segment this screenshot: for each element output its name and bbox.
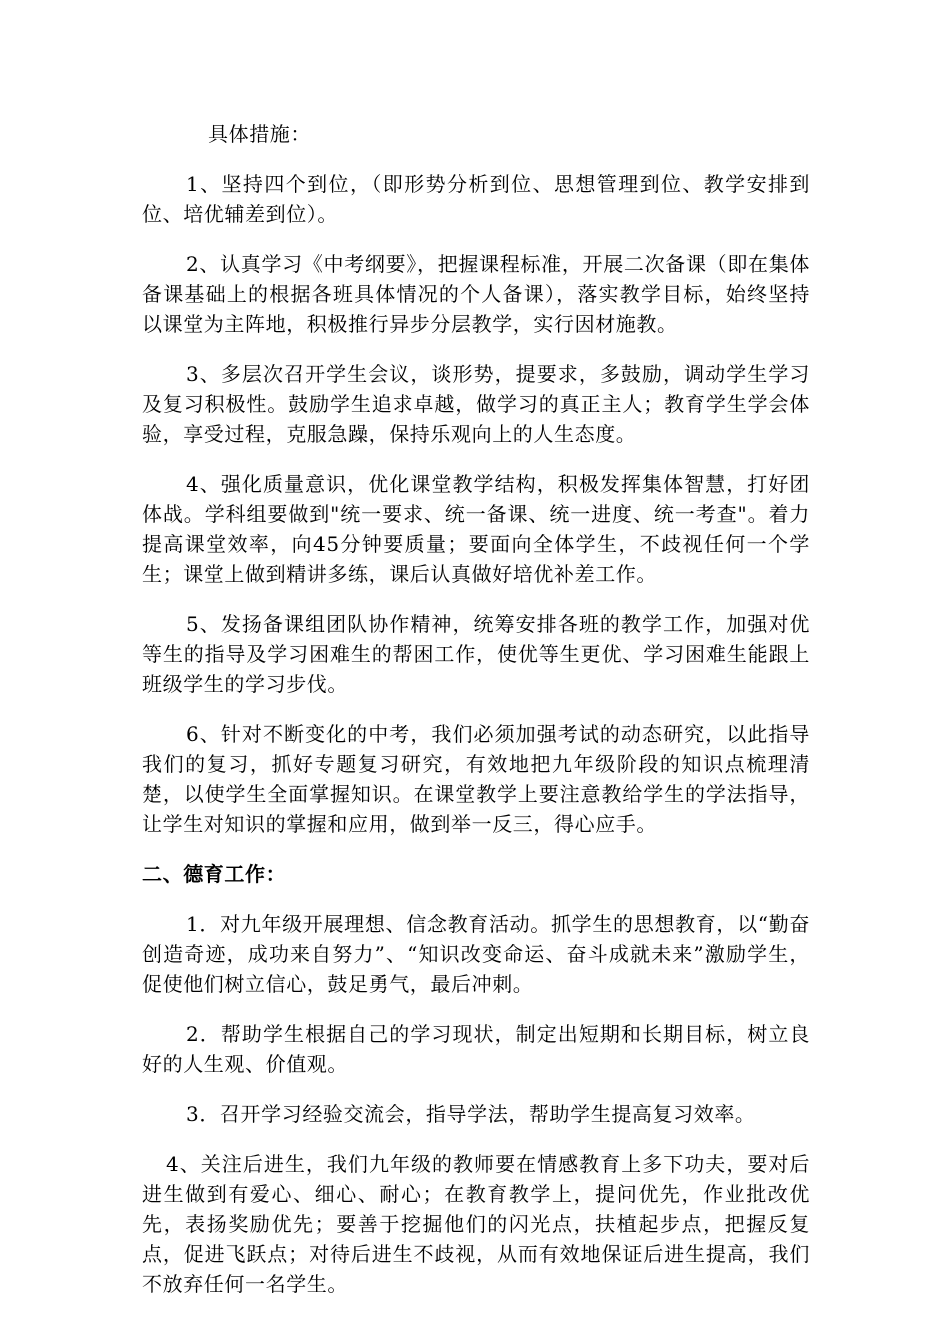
measures-label: 具体措施： bbox=[208, 122, 311, 146]
moral-item-2: 2．帮助学生根据自己的学习现状，制定出短期和长期目标，树立良好的人生观、价值观。 bbox=[142, 1022, 810, 1076]
teaching-item-6: 6、针对不断变化的中考，我们必须加强考试的动态研究，以此指导我们的复习，抓好专题复习研究，有效地把九年级阶段的知识点梳理清楚，以使学生全面掌握知识。在课堂教学上要注意教给学生的学法指导，让学生对知识的掌握和应用，做到举一反三，得心应手。 bbox=[142, 722, 810, 836]
teaching-item-1: 1、坚持四个到位，（即形势分析到位、思想管理到位、教学安排到位、培优辅差到位）。 bbox=[142, 172, 810, 226]
moral-item-1: 1．对九年级开展理想、信念教育活动。抓学生的思想教育，以“勤奋创造奇迹，成功来自努力”、“知识改变命运、奋斗成就未来”激励学生，促使他们树立信心，鼓足勇气，最后冲刺。 bbox=[142, 912, 810, 996]
moral-item-3: 3．召开学习经验交流会，指导学法，帮助学生提高复习效率。 bbox=[186, 1102, 756, 1126]
moral-item-4: 4、关注后进生，我们九年级的教师要在情感教育上多下功夫，要对后进生做到有爱心、细心、耐心；在教育教学上，提问优先，作业批改优先，表扬奖励优先；要善于挖掘他们的闪光点，扶植起步点，把握反复点，促进飞跃点；对待后进生不歧视，从而有效地保证后进生提高，我们不放弃任何一名学生。 bbox=[142, 1152, 810, 1296]
document-body bbox=[142, 119, 810, 1319]
teaching-item-5: 5、发扬备课组团队协作精神，统筹安排各班的教学工作，加强对优等生的指导及学习困难生的帮困工作，使优等生更优、学习困难生能跟上班级学生的学习步伐。 bbox=[142, 612, 810, 696]
teaching-item-4: 4、强化质量意识，优化课堂教学结构，积极发挥集体智慧，打好团体战。学科组要做到"统一要求、统一备课、统一进度、统一考查"。着力提高课堂效率，向45分钟要质量；要面向全体学生，不歧视任何一个学生；课堂上做到精讲多练，课后认真做好培优补差工作。 bbox=[142, 472, 810, 586]
teaching-item-2: 2、认真学习《中考纲要》，把握课程标准，开展二次备课（即在集体备课基础上的根据各班具体情况的个人备课），落实教学目标，始终坚持以课堂为主阵地，积极推行异步分层教学，实行因材施教。 bbox=[142, 252, 810, 336]
moral-education-heading: 二、德育工作： bbox=[142, 862, 287, 886]
teaching-item-3: 3、多层次召开学生会议，谈形势，提要求，多鼓励，调动学生学习及复习积极性。鼓励学生追求卓越，做学习的真正主人；教育学生学会体验，享受过程，克服急躁，保持乐观向上的人生态度。 bbox=[142, 362, 810, 446]
